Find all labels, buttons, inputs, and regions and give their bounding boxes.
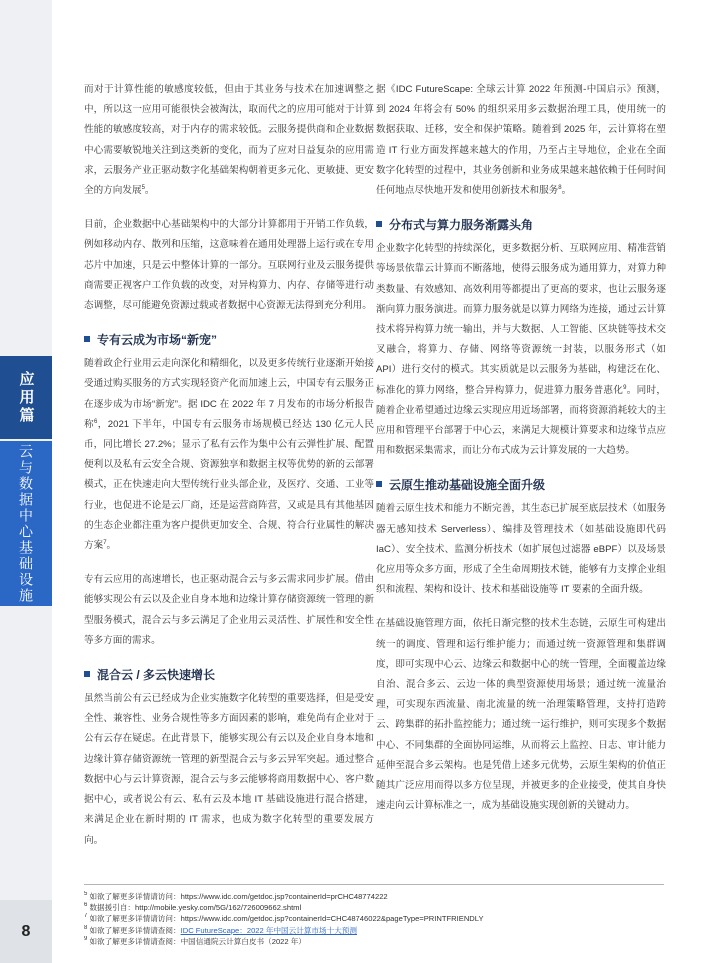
paragraph: 专有云应用的高速增长，也正驱动混合云与多云需求同步扩展。借由能够实现公有云以及企业自身本地和边缘计算存储资源统一管理的新型服务模式，混合云与多云满足了企业用云灵活性、扩展性和安全性等多方面的需求。 — [84, 574, 374, 646]
sidebar — [0, 0, 52, 963]
chapter-tab[interactable]: 云与数据中心基础设施 — [0, 441, 52, 606]
square-bullet-icon — [376, 481, 382, 487]
footnote-ref[interactable]: 6 — [94, 418, 98, 425]
section-heading: 专有云成为市场“新宠” — [84, 330, 374, 350]
paragraph: 目前，企业数据中心基础架构中的大部分计算都用于开销工作负载，例如移动内存、散列和压缩，这意味着在通用处理器上运行或在专用芯片中加速，只是云中整体计算的一部分。互联网行业及云服务提供商需要正视客户工作负载的改变，对异构算力、内存、存储等进行动态调整，尽可能避免资源过载或者数据中心资源无法得到充分利用。 — [84, 219, 374, 312]
footnote-ref[interactable]: 5 — [141, 185, 145, 192]
right-column — [376, 80, 666, 817]
left-column — [84, 80, 374, 851]
square-bullet-icon — [376, 221, 382, 227]
section-heading: 分布式与算力服务渐露头角 — [376, 215, 666, 235]
footnote: $^7$ 如欲了解更多详情请访问：https://www.idc.com/getdoc.jsp?containerId=CHC48746022&pageType=PRINTFRIENDLY — [84, 913, 484, 924]
footnote-ref[interactable]: 7 — [103, 540, 107, 547]
footnote-ref[interactable]: 9 — [623, 384, 627, 391]
footnote: $^8$ 如欲了解更多详情请查阅：IDC FutureScape：2022 年中国云计算市场十大预测 — [84, 924, 357, 935]
paragraph: 虽然当前公有云已经成为企业实施数字化转型的重要选择，但是受安全性、兼容性、业务合规性等多方面因素的影响，难免尚有企业对于公有云存在疑虑。在此背景下，能够实现公有云以及企业自身本地和边缘计算存储资源统一管理的新型混合云与多云异军突起。通过整合数据中心与云计算资源，混合云与多云能够将商用数据中心、客户数据中心，或者说公有云、私有云及本地 IT 基础设施进行混合搭建，来满足企业在新时期的 IT 需求，也成为数字化转型的重要发展方向。 — [84, 693, 374, 846]
footnotes — [84, 884, 664, 947]
footnote-ref[interactable]: 8 — [558, 185, 562, 192]
paragraph: 随着政企行业用云走向深化和精细化，以及更多传统行业逐渐开始接受通过购买服务的方式实现轻资产化而加速上云，中国专有云服务正在逐步成为市场“新宠”。据 IDC 在 2022 年 7 月发布的市场分析报告称$^6$，2021 下半年，中国专有云服务市场规模已经达 130 亿元人民币，同比增长 27.2%；显示了私有云作为集中公有云弹性扩展、配置便利以及私有云安全合规、资源独享和数据主权等优势的新的云部署模式，正在快速走向大型传统行业头部企业，及医疗、交通、工业等行业，也促进不论是云厂商，还是运营商阵营，又或是具有其他基因的生态企业都注重为客户提供更加安全、合规、符合行业属性的解决方案$^7$。 — [84, 358, 374, 552]
footnote: $^6$ 数据援引自：http://mobile.yesky.com/5G/162/726009662.shtml — [84, 902, 302, 913]
section-heading: 云原生推动基础设施全面升级 — [376, 475, 666, 495]
footnote: $^5$ 如欲了解更多详情请访问：https://www.idc.com/getdoc.jsp?containerId=prCHC48774222 — [84, 891, 388, 901]
footnote: $^9$ 如欲了解更多详情请查阅：中国信通院云计算白皮书（2022 年） — [84, 935, 306, 946]
square-bullet-icon — [84, 671, 90, 677]
paragraph: 企业数字化转型的持续深化，更多数据分析、互联网应用、精准营销等场景依靠云计算而不断落地，使得云服务成为通用算力，对算力种类数量、有效感知、高效利用等都提出了更高的要求，也让云服务逐渐向算力服务演进。而算力服务就是以算力网络为连接，通过云计算技术将异构算力统一输出，并与大数据、人工智能、区块链等技术交叉融合，将算力、存储、网络等资源统一封装，以服务形式（如 API）进行交付的模式。其实质就是以云服务为基础，构建泛在化、标准化的算力网络，整合异构算力，促进算力服务普惠化$^9$。同时，随着企业希望通过边缘云实现应用近场部署，而将资源消耗较大的主应用和管理平台部署于中心云，来满足大规模计算要求和边缘节点应用和数据采集需求，而让分布式成为云计算发展的一大趋势。 — [376, 243, 667, 457]
section-heading: 混合云 / 多云快速增长 — [84, 665, 374, 685]
paragraph: 而对于计算性能的敏感度较低，但由于其业务与技术在加速调整之中，所以这一应用可能很快会被淘汰，取而代之的应用可能对于计算性能的敏感度较高，对于内存的需求较低。云服务提供商和企业数据中心需要敏锐地关注到这类新的变化，而为了应对日益复杂的应用需求，云服务产业正驱动数字化基础架构朝着更多元化、更敏捷、更安全的方向发展$^5$。 — [84, 84, 374, 197]
paragraph: 据《IDC FutureScape: 全球云计算 2022 年预测-中国启示》预测，到 2024 年将会有 50% 的组织采用多云数据治理工具，使用统一的数据获取、迁移，安全和保护策略。随着到 2025 年，云计算将在塑造 IT 行业方面发挥越来越大的作用，乃至占主导地位，企业在全面数字化转型的过程中，其业务创新和业务成果越来越依赖于任何时间任何地点尽快地开发和使用创新技术和服务$^8$。 — [376, 84, 666, 197]
footnote-link[interactable]: IDC FutureScape：2022 年中国云计算市场十大预测 — [180, 925, 357, 935]
section-tab[interactable]: 应用篇 — [0, 356, 52, 439]
paragraph: 在基础设施管理方面，依托日渐完整的技术生态链，云原生可构建出统一的调度、管理和运行维护能力；而通过统一资源管理和集群调度，即可实现中心云、边缘云和数据中心的统一管理，全面覆盖边缘自治、混合多云、云边一体的典型资源使用场景；通过统一流量治理，可实现东西流量、南北流量的统一治理策略管理，支持打造跨云、跨集群的拓扑监控能力；通过统一运行维护，则可实现多个数据中心、不同集群的全面协同运维，从而将云上监控、日志、审计能力延伸至混合多云架构。也是凭借上述多元优势，云原生架构的价值正随其广泛应用而得以多方位呈现，并被更多的企业接受，使其自身快速走向云计算标准之一，成为基础设施实现创新的关键动力。 — [376, 618, 666, 812]
square-bullet-icon — [84, 336, 90, 342]
page-number: 8 — [0, 900, 52, 963]
paragraph: 随着云原生技术和能力不断完善，其生态已扩展至底层技术（如服务器无感知技术 Serverless）、编排及管理技术（如基础设施即代码 IaC）、安全技术、监测分析技术（如扩展包过滤器 eBPF）以及场景化应用等众多方面，形成了全生命周期技术链，能够有力支撑企业组织和流程、架构和设计、技术和基础设施等 IT 要素的全面升级。 — [376, 503, 666, 596]
